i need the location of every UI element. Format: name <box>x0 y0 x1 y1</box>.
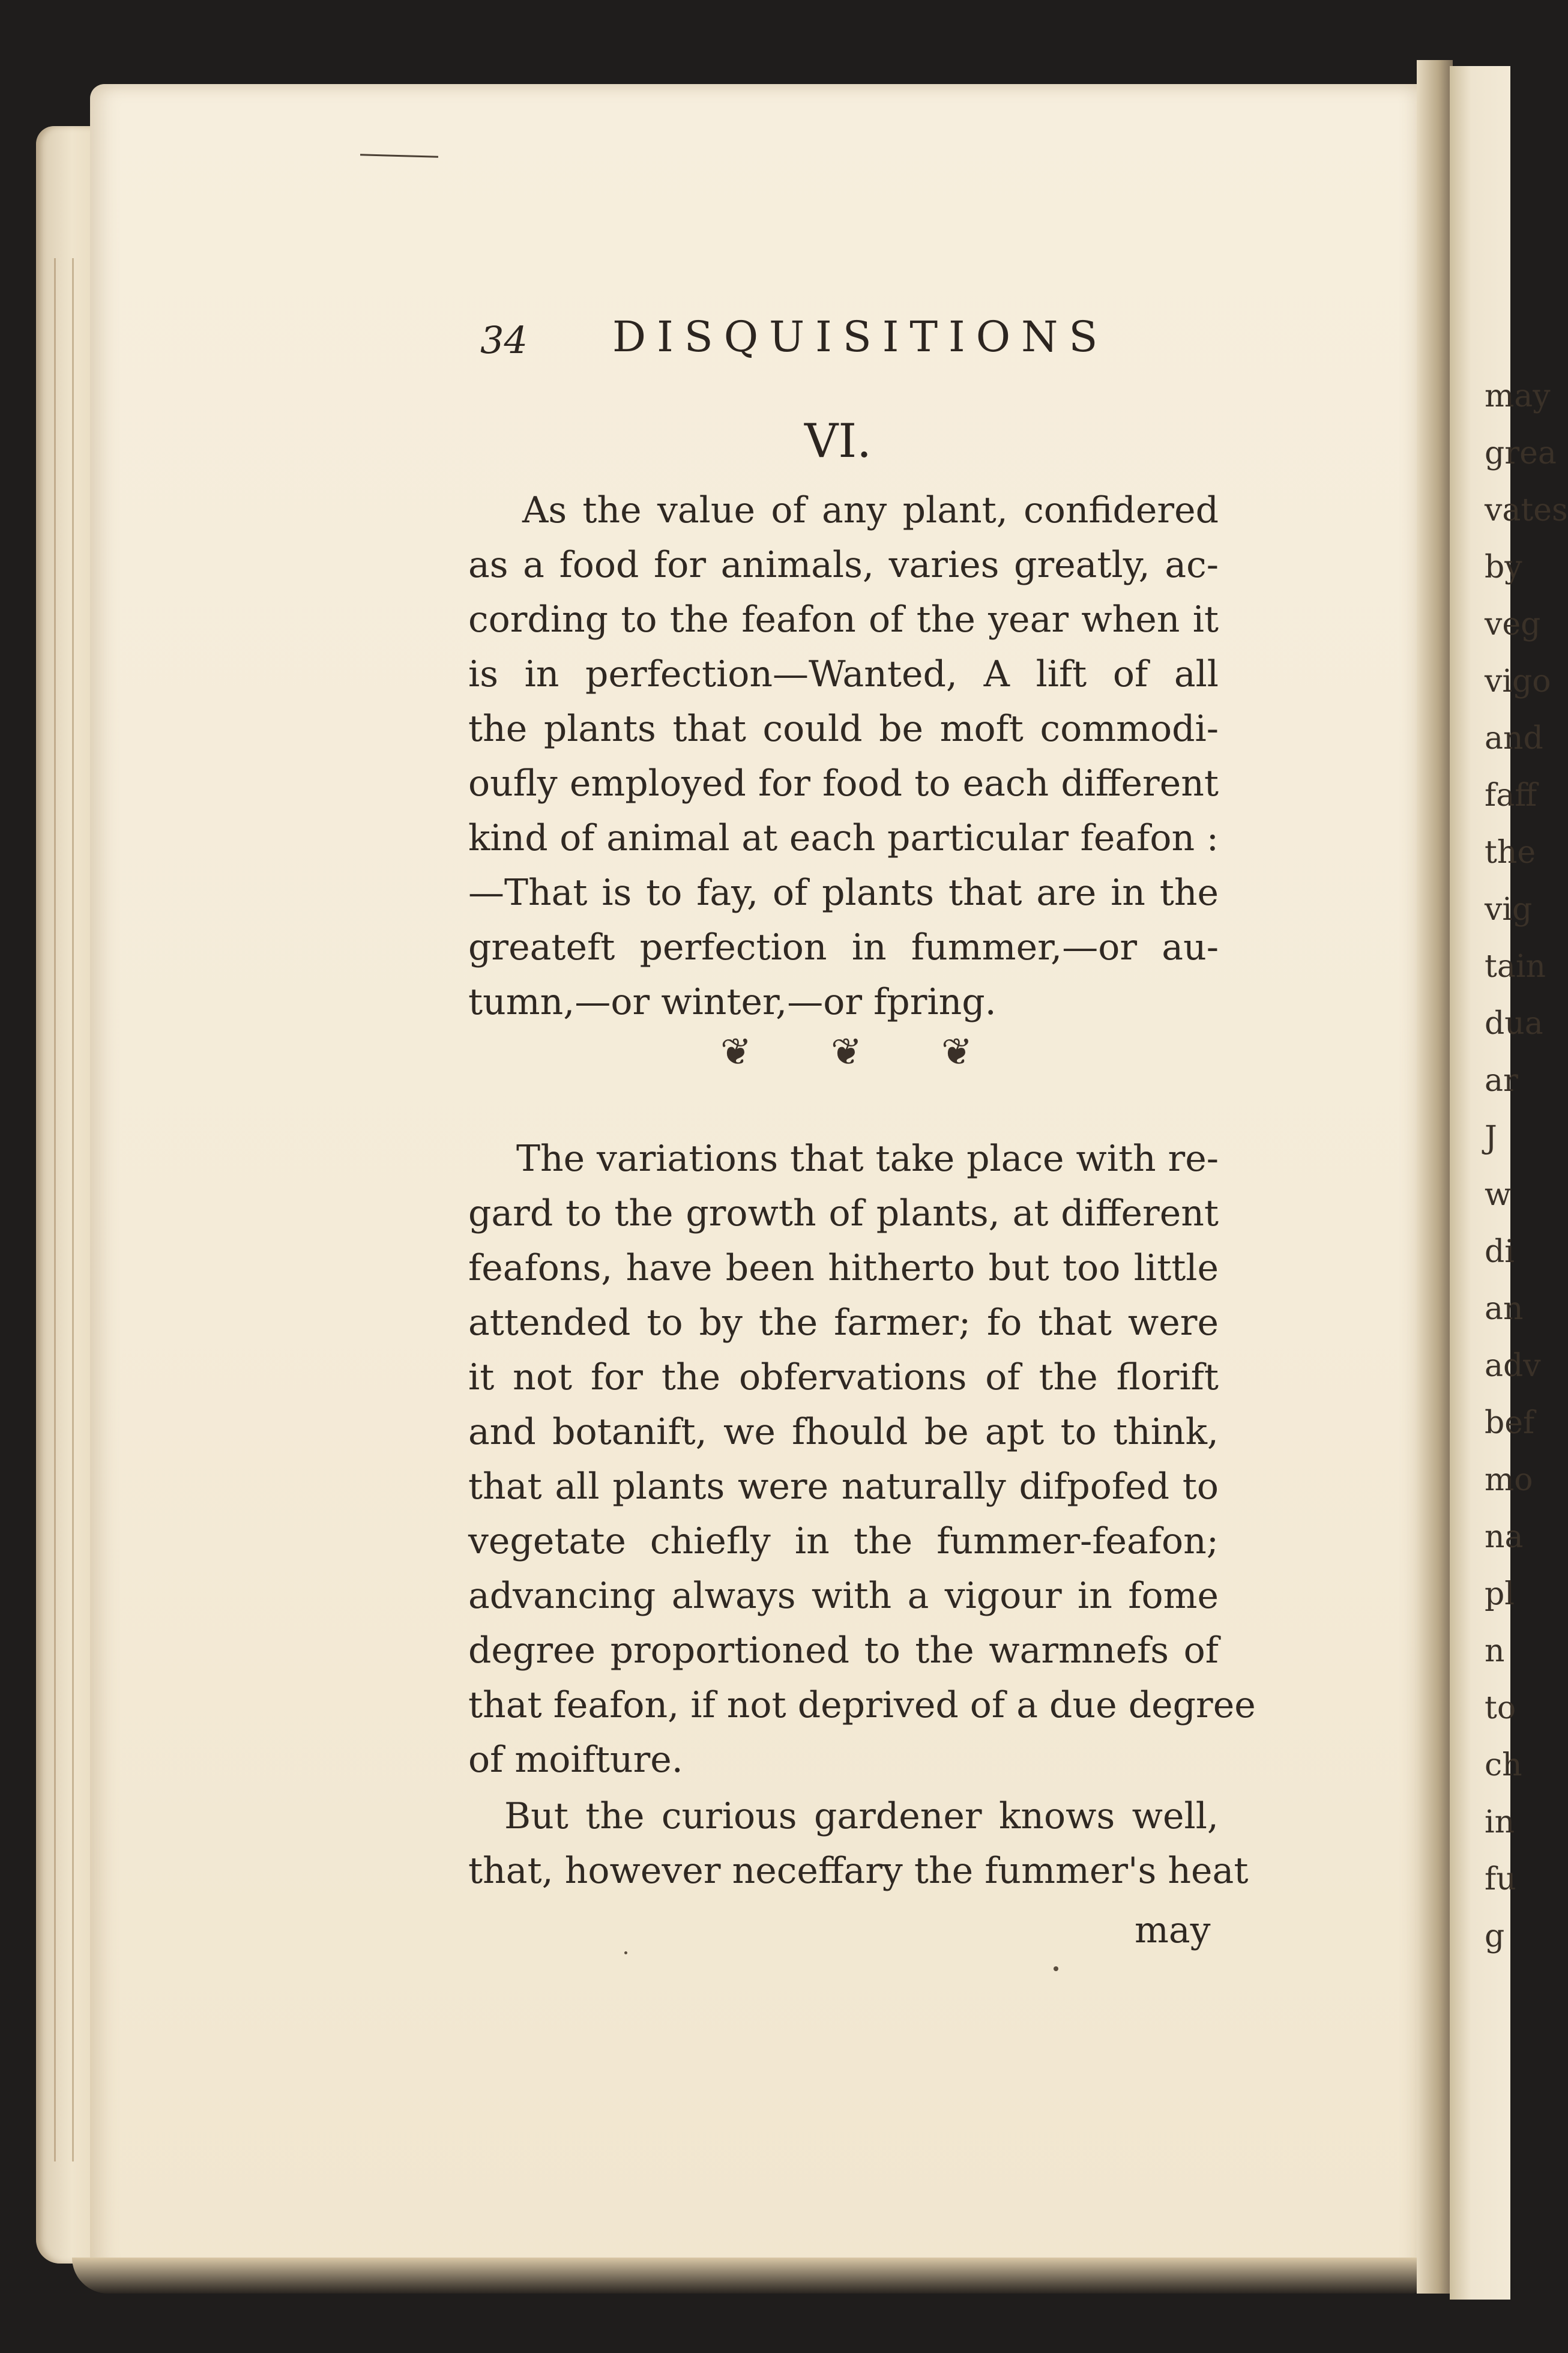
facing-page-fragment: to <box>1485 1690 1516 1726</box>
text-line: that all plants were naturally difpofed to <box>468 1466 1219 1508</box>
book-gutter <box>1417 60 1453 2294</box>
text-line: of moifture. <box>468 1739 683 1781</box>
book-page <box>90 84 1423 2282</box>
facing-page-fragment: tain <box>1485 949 1546 985</box>
text-line: that, however neceffary the fummer's heat <box>468 1850 1249 1892</box>
facing-page-fragment: bef <box>1485 1405 1535 1441</box>
facing-page-fragment: adv <box>1485 1348 1541 1384</box>
facing-page-fragment: n <box>1485 1633 1505 1669</box>
page-edge-line <box>72 258 74 2161</box>
section-number: VI. <box>804 414 872 468</box>
facing-page-fragment: di <box>1485 1234 1515 1270</box>
text-line: is in perfection—Wanted, A lift of all <box>468 653 1219 695</box>
page-number: 34 <box>480 318 528 362</box>
facing-page-fragment: grea <box>1485 435 1557 471</box>
text-line: advancing always with a vigour in fome <box>468 1575 1219 1617</box>
facing-page-fragment: g <box>1485 1918 1505 1954</box>
facing-page-fragment: vates <box>1485 492 1568 528</box>
facing-page-fragment: w <box>1485 1177 1512 1213</box>
facing-page-fragment: faff <box>1485 778 1537 814</box>
text-line: as a food for animals, varies greatly, ac- <box>468 544 1219 586</box>
fleuron-icon: ❦ <box>941 1030 972 1074</box>
facing-page-fragment: may <box>1485 378 1551 414</box>
facing-page-fragment: an <box>1485 1291 1524 1327</box>
running-title: DISQUISITIONS <box>612 312 1109 361</box>
facing-page-fragment: mo <box>1485 1462 1533 1498</box>
facing-page-fragment: veg <box>1485 606 1541 642</box>
facing-page-fragment: by <box>1485 549 1522 585</box>
facing-page-fragment: fu <box>1485 1861 1516 1897</box>
facing-page-fragment: dua <box>1485 1006 1543 1042</box>
text-line: it not for the obfervations of the florift <box>468 1356 1219 1398</box>
facing-page-fragment: na <box>1485 1519 1524 1555</box>
text-line: But the curious gardener knows well, <box>504 1795 1219 1837</box>
text-line: attended to by the farmer; fo that were <box>468 1302 1219 1344</box>
text-line: gard to the growth of plants, at different <box>468 1192 1219 1234</box>
facing-page-fragment: and <box>1485 720 1543 757</box>
ornament-row <box>720 1030 972 1074</box>
text-line: degree proportioned to the warmnefs of <box>468 1630 1219 1672</box>
text-line: vegetate chiefly in the fummer-feafon; <box>468 1520 1219 1562</box>
text-line: kind of animal at each particular feafon : <box>468 817 1219 859</box>
page-bottom-edge <box>72 2258 1429 2294</box>
text-line: tumn,—or winter,—or fpring. <box>468 981 997 1023</box>
facing-page <box>1450 66 1568 2300</box>
facing-page-fragment: ar <box>1485 1063 1518 1099</box>
text-line: As the value of any plant, confidered <box>522 489 1219 531</box>
facing-page-fragment: in <box>1485 1804 1515 1840</box>
text-line: greateft perfection in fummer,—or au- <box>468 926 1219 968</box>
facing-page-fragment: pl <box>1485 1576 1515 1612</box>
paper-speck <box>1054 1966 1058 1971</box>
page-edge-line <box>54 258 56 2161</box>
catchword: may <box>1135 1909 1211 1951</box>
text-line: and botanift, we fhould be apt to think, <box>468 1411 1219 1453</box>
facing-page-fragment: vig <box>1485 892 1533 928</box>
text-line: —That is to fay, of plants that are in the <box>468 872 1219 914</box>
fleuron-icon: ❦ <box>831 1030 862 1074</box>
facing-page-fragment: ch <box>1485 1747 1522 1783</box>
facing-page-fragment: J <box>1485 1120 1497 1156</box>
text-line: oufly employed for food to each different <box>468 763 1219 805</box>
text-line: feafons, have been hitherto but too little <box>468 1247 1219 1289</box>
text-line: that feafon, if not deprived of a due degree <box>468 1684 1256 1726</box>
text-line: cording to the feafon of the year when it <box>468 599 1219 641</box>
text-line: The variations that take place with re- <box>516 1138 1219 1180</box>
facing-page-fragment: the <box>1485 835 1536 871</box>
fleuron-icon: ❦ <box>720 1030 752 1074</box>
facing-page-fragment: vigo <box>1485 663 1551 699</box>
paper-speck <box>624 1951 627 1954</box>
text-line: the plants that could be moft commodi- <box>468 708 1219 750</box>
